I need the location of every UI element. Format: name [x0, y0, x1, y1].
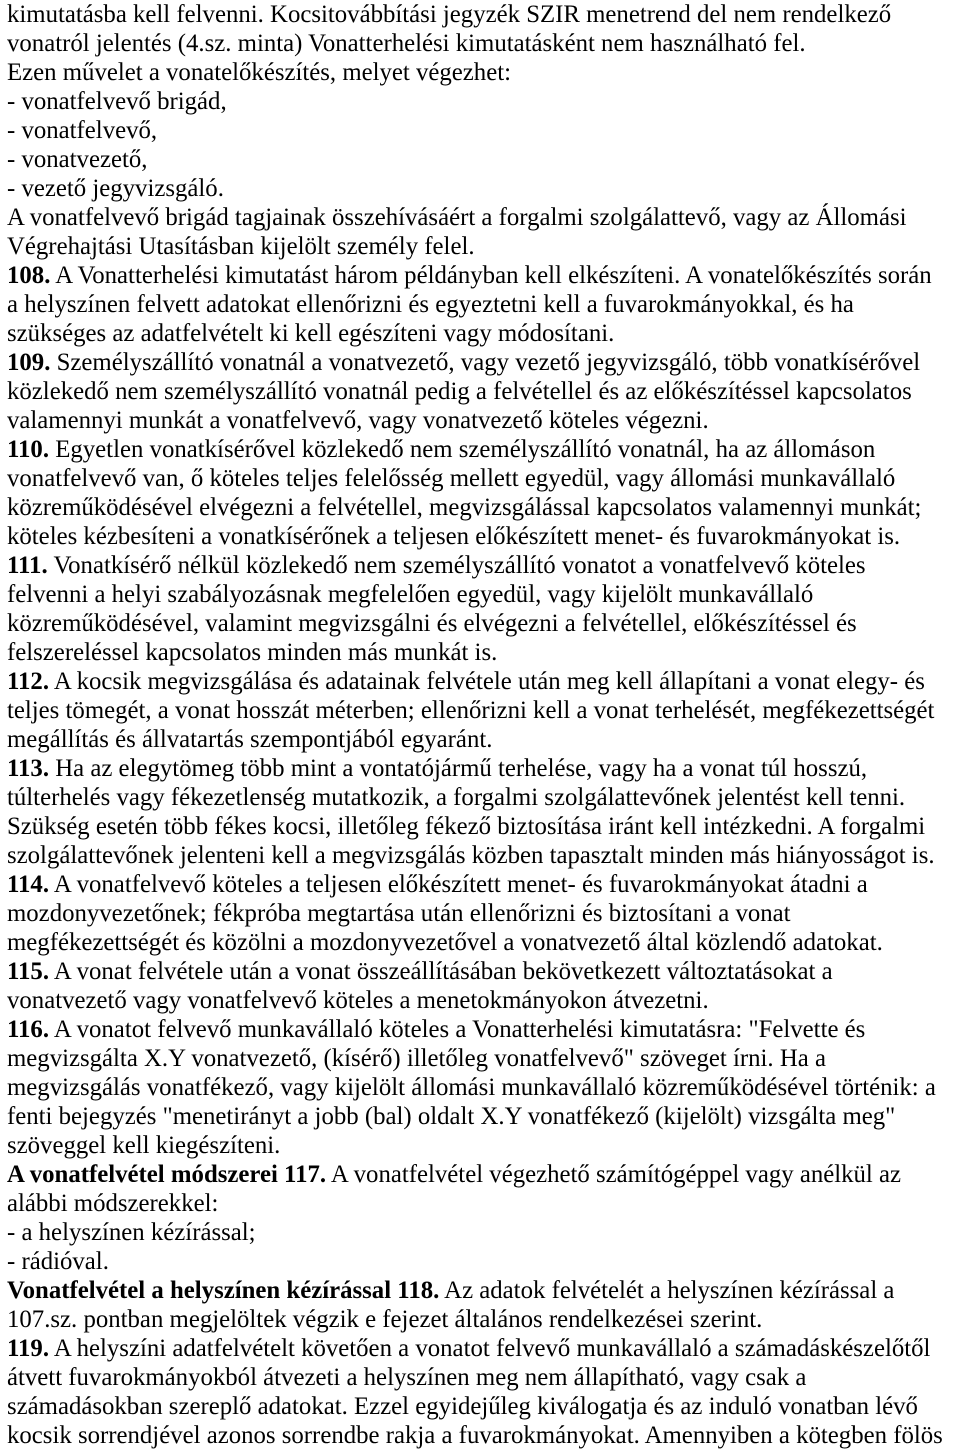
text-line: mozdonyvezetőnek; fékpróba megtartása után ellenőrizni és biztosítani a vonat — [7, 900, 791, 927]
text-line — [7, 957, 960, 986]
point-number: 114. — [7, 871, 50, 898]
text-line: 107.sz. pontban megjelöltek végzik e fejezet általános rendelkezései szerint. — [7, 1306, 763, 1333]
line-text: Személyszállító vonatnál a vonatvezető, vagy vezető jegyvizsgáló, több vonatkísérővel — [56, 349, 921, 376]
section-heading: A vonatfelvétel módszerei 117. — [7, 1161, 327, 1188]
text-line: fenti bejegyzés "menetirányt a jobb (bal) oldalt X.Y vonatfékező (kijelölt) vizsgálta meg" — [7, 1103, 896, 1130]
text-line: teljes tömegét, a vonat hosszát méterben; ellenőrizni kell a vonat terhelését, megfékezettségét — [7, 697, 935, 724]
text-line: alábbi módszerekkel: — [7, 1190, 219, 1217]
text-line — [7, 435, 960, 464]
text-line: Végrehajtási Utasításban kijelölt személy felel. — [7, 233, 475, 260]
list-item: - vonatfelvevő brigád, — [7, 88, 227, 115]
text-line: megfékezettségét és közölni a mozdonyvezetővel a vonatvezető által közlendő adatokat. — [7, 929, 883, 956]
line-text: A vonatfelvevő köteles a teljesen előkészített menet- és fuvarokmányokat átadni a — [53, 871, 868, 898]
line-text: Az adatok felvételét a helyszínen kézírással a — [444, 1277, 895, 1304]
text-line: vonatról jelentés (4.sz. minta) Vonatterhelési kimutatásként nem használható fel. — [7, 30, 806, 57]
text-line: vonatvezető vagy vonatfelvevő köteles a menetokmányokon átvezetni. — [7, 987, 709, 1014]
text-line: köteles kézbesíteni a vonatkísérőnek a teljesen előkészített menet- és fuvarokmányokat is. — [7, 523, 901, 550]
point-number: 113. — [7, 755, 50, 782]
list-item: - vonatvezető, — [7, 146, 148, 173]
line-text: A kocsik megvizsgálása és adatainak felvétele után meg kell állapítani a vonat elegy- és — [53, 668, 925, 695]
text-line: megvizsgálás vonatfékező, vagy kijelölt állomási munkavállaló közreműködésével történik: a — [7, 1074, 936, 1101]
text-line: túlterhelés vagy fékezetlenség mutatkozik, a forgalmi szolgálattevőnek jelentést kell tenni. — [7, 784, 906, 811]
section-heading: Vonatfelvétel a helyszínen kézírással 118. — [7, 1277, 440, 1304]
text-line: felszereléssel kapcsolatos minden más munkát is. — [7, 639, 498, 666]
text-line — [7, 1160, 960, 1189]
text-line — [7, 667, 960, 696]
text-line: számadásokban szereplő adatokat. Ezzel egyidejűleg kiválogatja és az induló vonatban lévő — [7, 1393, 918, 1420]
text-line — [7, 1015, 960, 1044]
text-line: megállítás és állvatartás szempontjából egyaránt. — [7, 726, 493, 753]
text-line: szükséges az adatfelvételt ki kell egészíteni vagy módosítani. — [7, 320, 615, 347]
point-number: 109. — [7, 349, 51, 376]
text-line: Szükség esetén több fékes kocsi, illetőleg fékező biztosítása iránt kell intézkedni. A forgalmi — [7, 813, 926, 840]
line-text: A helyszíni adatfelvételt követően a vonatot felvevő munkavállaló a számadáskészelőtől — [53, 1335, 931, 1362]
point-number: 115. — [7, 958, 50, 985]
line-text: A vonatot felvevő munkavállaló köteles a Vonatterhelési kimutatásra: "Felvette és — [53, 1016, 866, 1043]
text-line — [7, 870, 960, 899]
point-number: 112. — [7, 668, 50, 695]
line-text: A Vonatterhelési kimutatást három példányban kell elkészíteni. A vonatelőkészítés során — [55, 262, 932, 289]
text-line: valamennyi munkát a vonatfelvevő, vagy vonatvezető köteles végezni. — [7, 407, 709, 434]
text-line: közreműködésével elvégezni a felvétellel, megvizsgálással kapcsolatos valamennyi munkát; — [7, 494, 922, 521]
point-number: 110. — [7, 436, 50, 463]
text-line: Ezen művelet a vonatelőkészítés, melyet végezhet: — [7, 59, 511, 86]
text-line — [7, 1334, 960, 1363]
text-line: átvett fuvarokmányokból átvezeti a helyszínen meg nem állapítható, vagy csak a — [7, 1364, 807, 1391]
text-line: közlekedő nem személyszállító vonatnál pedig a felvétellel és az előkészítéssel kapcsolatos — [7, 378, 912, 405]
line-text: Vonatkísérő nélkül közlekedő nem személyszállító vonatot a vonatfelvevő köteles — [53, 552, 866, 579]
text-line: kocsik sorrendjével azonos sorrendbe rakja a fuvarokmányokat. Amennyiben a kötegben fölös — [7, 1422, 943, 1449]
list-item: - a helyszínen kézírással; — [7, 1219, 256, 1246]
line-text: Ha az elegytömeg több mint a vontatójármű terhelése, vagy ha a vonat túl hosszú, — [55, 755, 868, 782]
line-text: A vonatfelvétel végezhető számítógéppel vagy anélkül az — [330, 1161, 902, 1188]
text-line: A vonatfelvevő brigád tagjainak összehívásáért a forgalmi szolgálattevő, vagy az Állomási — [7, 204, 907, 231]
text-line: a helyszínen felvett adatokat ellenőrizni és egyeztetni kell a fuvarokmányokkal, és ha — [7, 291, 854, 318]
text-line: felvenni a helyi szabályozásnak megfelelően egyedül, vagy kijelölt munkavállaló — [7, 581, 814, 608]
text-line: megvizsgálta X.Y vonatvezető, (kísérő) illetőleg vonatfelvevő" szöveget írni. Ha a — [7, 1045, 826, 1072]
text-line — [7, 1276, 960, 1305]
text-line — [7, 348, 960, 377]
text-line — [7, 551, 960, 580]
text-line: szöveggel kell kiegészíteni. — [7, 1132, 281, 1159]
text-line: szolgálattevőnek jelenteni kell a megvizsgálás közben tapasztalt minden más hiányosságot is. — [7, 842, 935, 869]
list-item: - rádióval. — [7, 1248, 109, 1275]
text-line — [7, 261, 960, 290]
list-item: - vezető jegyvizsgáló. — [7, 175, 224, 202]
point-number: 111. — [7, 552, 48, 579]
text-line: vonatfelvevő van, ő köteles teljes felelősség mellett egyedül, vagy állomási munkavállaló — [7, 465, 896, 492]
point-number: 108. — [7, 262, 51, 289]
list-item: - vonatfelvevő, — [7, 117, 158, 144]
point-number: 119. — [7, 1335, 50, 1362]
text-line: kimutatásba kell felvenni. Kocsitovábbítási jegyzék SZIR menetrend del nem rendelkező — [7, 1, 892, 28]
text-line — [7, 754, 960, 783]
line-text: Egyetlen vonatkísérővel közlekedő nem személyszállító vonatnál, ha az állomáson — [55, 436, 876, 463]
text-line: közreműködésével, valamint megvizsgálni és elvégezni a felvétellel, előkészítéssel és — [7, 610, 857, 637]
line-text: A vonat felvétele után a vonat összeállításában bekövetkezett változtatásokat a — [53, 958, 833, 985]
point-number: 116. — [7, 1016, 50, 1043]
